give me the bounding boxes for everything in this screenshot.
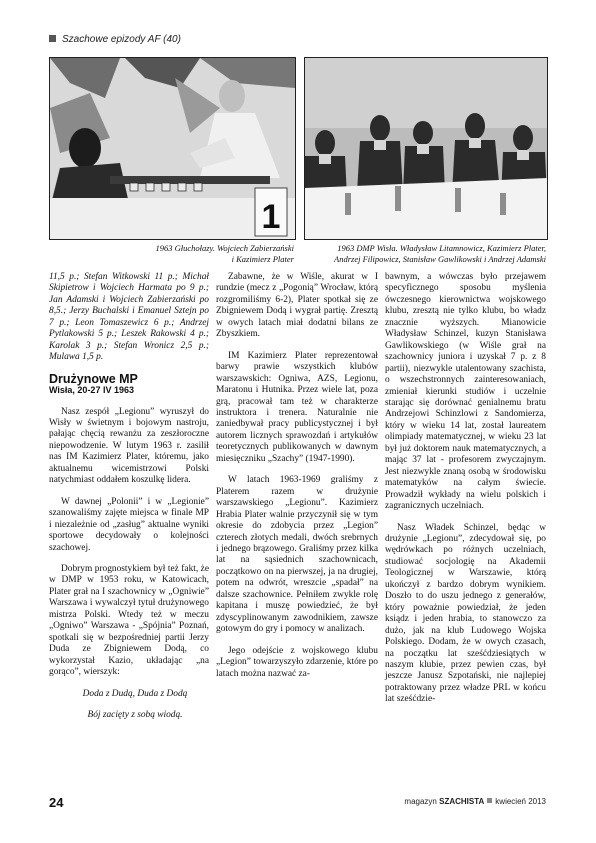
photo-chess-players-image: [50, 58, 295, 239]
photo-team-table: [304, 57, 548, 240]
article-column-3: [385, 272, 546, 716]
article-column-2: [216, 272, 378, 690]
footer-square-icon: [487, 798, 492, 803]
poem-line: Doda z Dudą, Duda z Dodą: [82, 688, 188, 699]
paragraph: Zabawne, że w Wiśle, akurat w I rundzie (mecz z „Pogonią” Wrocław, którą rozgromiliśmy 6-2), Plater spotkał się ze Zbigniewem Dodą i wygrał partię. Zresztą w owych latach miał dodatni bilans ze Zbyszkiem.: [216, 272, 378, 340]
caption-line: 1963 Głuchołazy. Wojciech Zabierzański: [155, 243, 294, 253]
paragraph: IM Kazimierz Plater reprezentował barwy prawie wszystkich klubów warszawskich: Ogniwa, AZS, Legionu, Maratonu i Hutnika. Przez wiele lat, poza grą, pracował tam też w charakterze instruktora i trenera. Naturalnie nie zaniedbywał pracy publicystycznej i był autorem licznych sprawozdań i artykułów teoretycznych publikowanych w dawnym miesięczniku „Szachy” (1947-1990).: [216, 350, 378, 464]
section-subtitle: Wisła, 20-27 IV 1963: [49, 385, 134, 396]
caption-line: 1963 DMP Wisła. Władysław Litamnowicz, Kazimierz Plater,: [337, 243, 546, 253]
running-header: [49, 34, 181, 45]
paragraph: Nasz Władek Schinzel, będąc w drużynie „Legionu”, zdecydował się, po wędrówkach po różnych uczelniach, studiować socjologię na Akademii Teologicznej w Warszawie, którą ukończył z bardzo dobrym wynikiem. Doszło to do uszu jednego z generałów, który poważnie powiedział, że jeden ksiądz i jeden hrabia, to stanowczo za dużo, jak na klub Ludowego Wojska Polskiego. Dodam, że w owych czasach, na początku lat sześćdziesiątych w naszym klubie, przez pewien czas, był jeszcze Janusz Szpotański, nie najlepiej potraktowany przez władze PRL w końcu lat sześćdzie-: [385, 522, 546, 705]
tournament-results: 11,5 p.; Stefan Witkowski 11 p.; Michał Skipietrow i Wojciech Harmata po 9 p.; Jan Adamski i Wojciech Zabierzański po 8,5.; Jerzy Buchalski i Emanuel Sztejn po 7 p.; Leon Tomaszewicz 6 p.; Andrzej Pytlakowski 5 p.; Leszek Rakowski 4 p.; Karolak 3 p.; Stefan Wronicz 2,5 p.; Mulawa 1,5 p.: [49, 272, 209, 363]
table-number: 1: [261, 198, 281, 236]
section-title: Drużynowe MP: [49, 371, 138, 386]
paragraph: bawnym, a wówczas było przejawem specyficznego sposobu myślenia ówczesnego kierownictwa wojskowego klubu, zresztą nie tylko klubu, bo władz znacznie wyższych. Mianowicie Władysław Schinzel, kuzyn Stanisława Gawlikowskiego (w Wiśle grał na szachownicy juniora i uzyskał 7 p. z 8 partii), niezwykle utalentowany szachista, o wszechstronnych zainteresowaniach, zmieniał kierunki studiów i uczelnie starając się dorównać genialnemu bratu Andrzejowi Schinzlowi z Sandomierza, który w wieku 14 lat, został laureatem olimpiady matematycznej, w wieku 23 lat był już doktorem nauk matematycznych, a mając 37 lat - profesorem zwyczajnym. Jest niezwykle znaną osobą w środowisku matematyków na całym świecie. Prowadził wykłady na wielu polskich i zagranicznych uczelniach.: [385, 272, 546, 512]
paragraph: Jego odejście z wojskowego klubu „Legion” towarzyszyło zdarzenie, które po latach można nazwać za-: [216, 645, 378, 679]
poem-line: Bój zacięty z sobą wiodą.: [87, 709, 183, 720]
photo-caption: [304, 243, 546, 265]
series-title: Szachowe epizody AF (40): [62, 34, 181, 45]
photo-team-table-image: [305, 58, 547, 239]
article-column-1: [49, 272, 209, 731]
caption-line: Andrzej Filipowicz, Stanisław Gawlikowski i Andrzej Adamski: [334, 254, 546, 264]
page-number: 24: [49, 795, 64, 810]
paragraph: W latach 1963-1969 graliśmy z Platerem razem w drużynie warszawskiego „Legionu”. Kazimierz Hrabia Plater walnie przyczynił się w tym okresie do zdobycia przez „Legion” czterech złotych medali, dwóch srebrnych i jednego brązowego. Graliśmy przez kilka lat na sąsiednich szachownicach, początkowo on na pierwszej, ja na drugiej, potem na odwrót, wreszcie „spadał” na dalsze szachownice. Pełniłem zwykle rolę kapitana i muszę powiedzieć, że był zdyscyplinowanym zawodnikiem, zawsze gotowym do gry i pomocy w analizach.: [216, 475, 378, 635]
photo-chess-players: [49, 57, 296, 240]
paragraph: W dawnej „Polonii” i w „Legionie” szanowaliśmy zajęte miejsca w finale MP i niezależnie od „zasług” aktualne wyniki sportowe decydowały o kolejności szachowej.: [49, 496, 209, 553]
magazine-name: SZACHISTA: [439, 797, 485, 806]
issue-date: kwiecień 2013: [495, 797, 546, 806]
magazine-prefix: magazyn: [404, 797, 437, 806]
header-square-icon: [49, 35, 56, 42]
paragraph: Nasz zespół „Legionu” wyruszył do Wisły w świetnym i bojowym nastroju, pałając chęcią rewanżu za zeszłoroczne niepowodzenie. W lutym 1963 r. zasilił nas IM Kazimierz Plater, któremu, jako aktualnemu wicemistrzowi Polski natychmiast oddałem koszulkę lidera.: [49, 406, 209, 486]
photo-caption: [49, 243, 294, 265]
caption-line: i Kazimierz Plater: [231, 254, 294, 264]
paragraph: Dobrym prognostykiem był też fakt, że w DMP w 1953 roku, w Katowicach, Plater grał na I szachownicy w „Ogniwie” Warszawa i wywalczył tytuł drużynowego mistrza Polski. Wtedy też w meczu „Ogniwo” Warszawa - „Spójnia” Poznań, spotkali się w bezpośredniej partii Jerzy Duda ze Zbigniewem Dodą, co wykorzystał Kazio, układając „na gorąco”, wierszyk:: [49, 563, 209, 678]
magazine-footer: [404, 797, 546, 806]
